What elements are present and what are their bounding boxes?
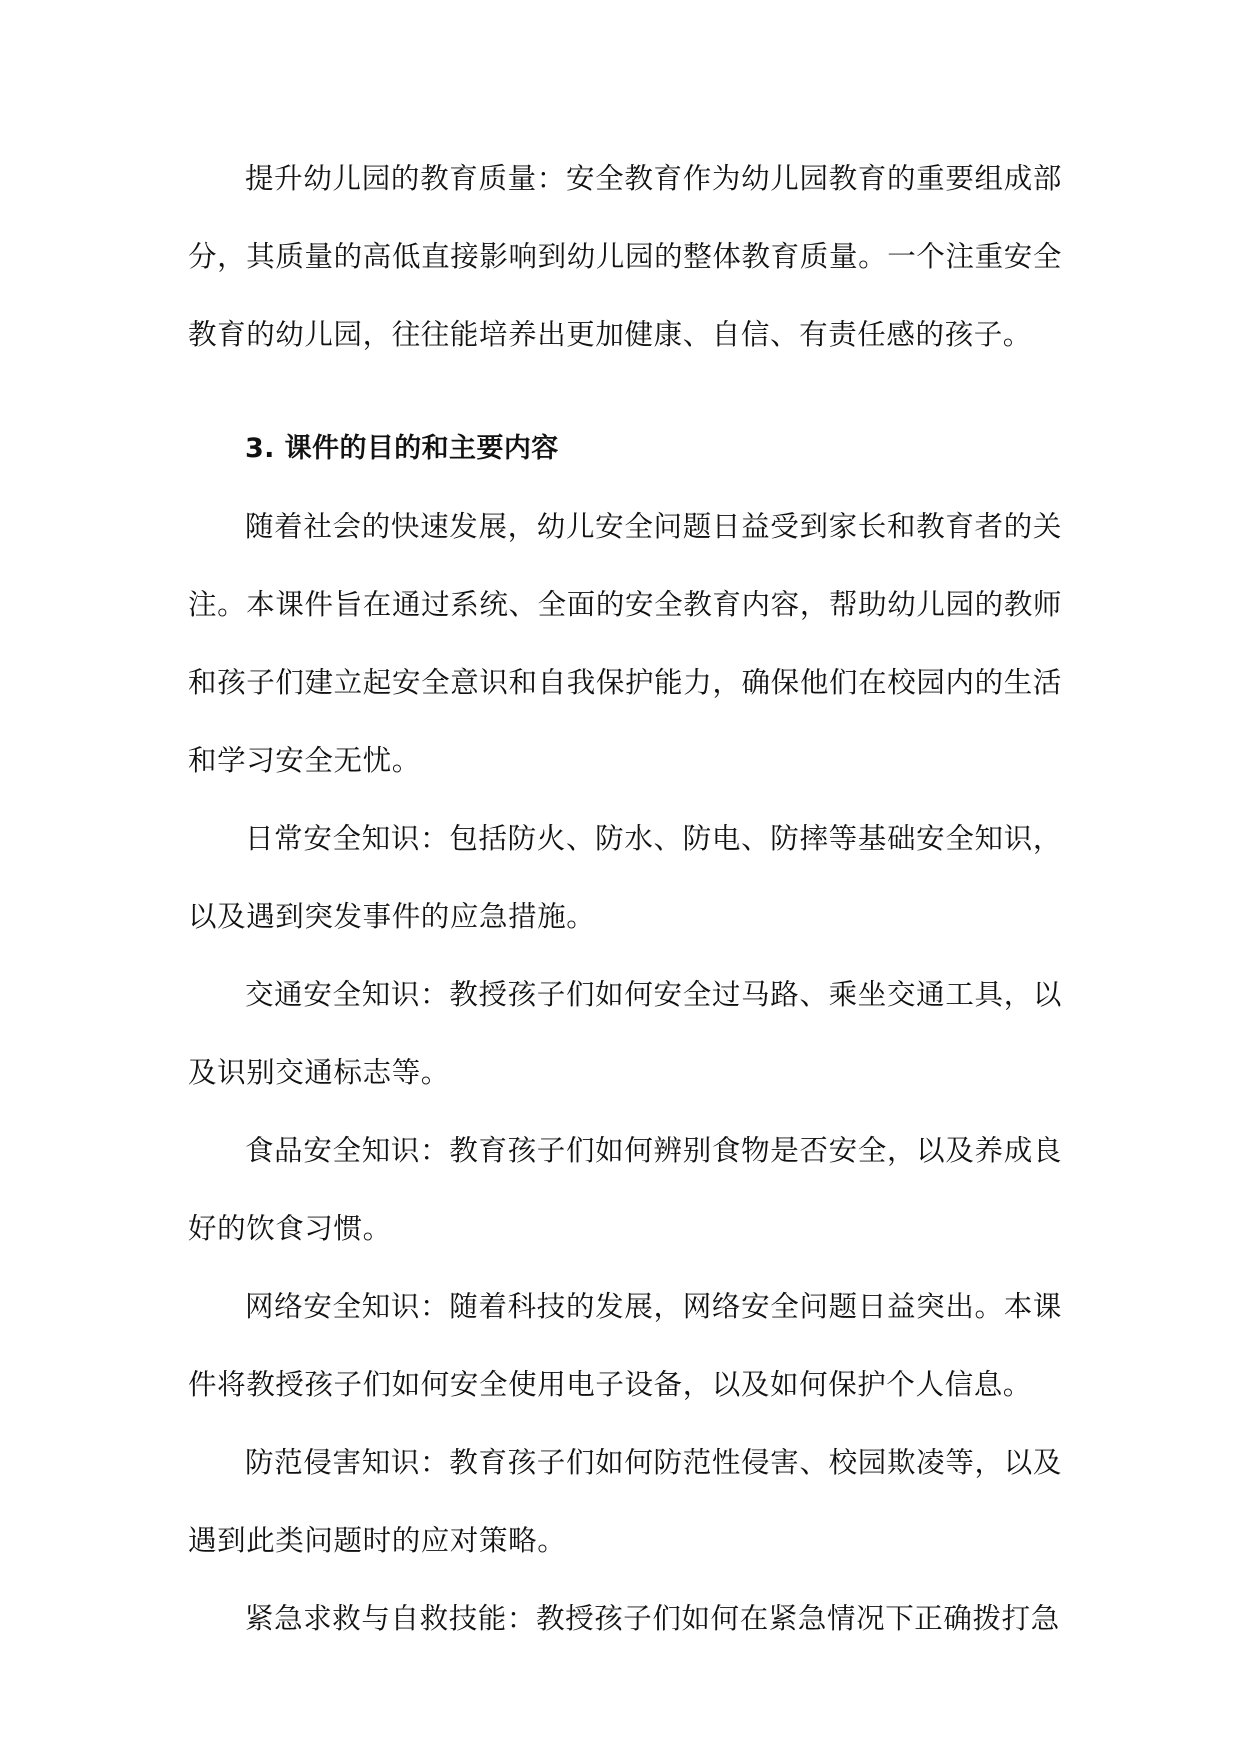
paragraph-emergency-skills: 紧急求救与自救技能：教授孩子们如何在紧急情况下正确拨打急 xyxy=(245,1602,1060,1635)
section-heading: 3. 课件的目的和主要内容 xyxy=(245,433,559,464)
paragraph-abuse-prevention: 防范侵害知识：教育孩子们如何防范性侵害、校园欺凌等，以及遇到此类问题时的应对策略。 xyxy=(188,1446,1062,1557)
paragraph-purpose: 随着社会的快速发展，幼儿安全问题日益受到家长和教育者的关注。本课件旨在通过系统、全面的安全教育内容，帮助幼儿园的教师和孩子们建立起安全意识和自我保护能力，确保他们在校园内的生活和学习安全无忧。 xyxy=(188,510,1062,777)
paragraph-traffic-safety: 交通安全知识：教授孩子们如何安全过马路、乘坐交通工具，以及识别交通标志等。 xyxy=(188,978,1062,1089)
document-body xyxy=(188,140,1062,1658)
paragraph-network-safety: 网络安全知识：随着科技的发展，网络安全问题日益突出。本课件将教授孩子们如何安全使用电子设备，以及如何保护个人信息。 xyxy=(188,1290,1062,1401)
paragraph-daily-safety: 日常安全知识：包括防火、防水、防电、防摔等基础安全知识，以及遇到突发事件的应急措施。 xyxy=(188,822,1062,933)
paragraph-education-quality: 提升幼儿园的教育质量：安全教育作为幼儿园教育的重要组成部分，其质量的高低直接影响到幼儿园的整体教育质量。一个注重安全教育的幼儿园，往往能培养出更加健康、自信、有责任感的孩子。 xyxy=(188,162,1062,351)
paragraph-food-safety: 食品安全知识：教育孩子们如何辨别食物是否安全，以及养成良好的饮食习惯。 xyxy=(188,1134,1062,1245)
